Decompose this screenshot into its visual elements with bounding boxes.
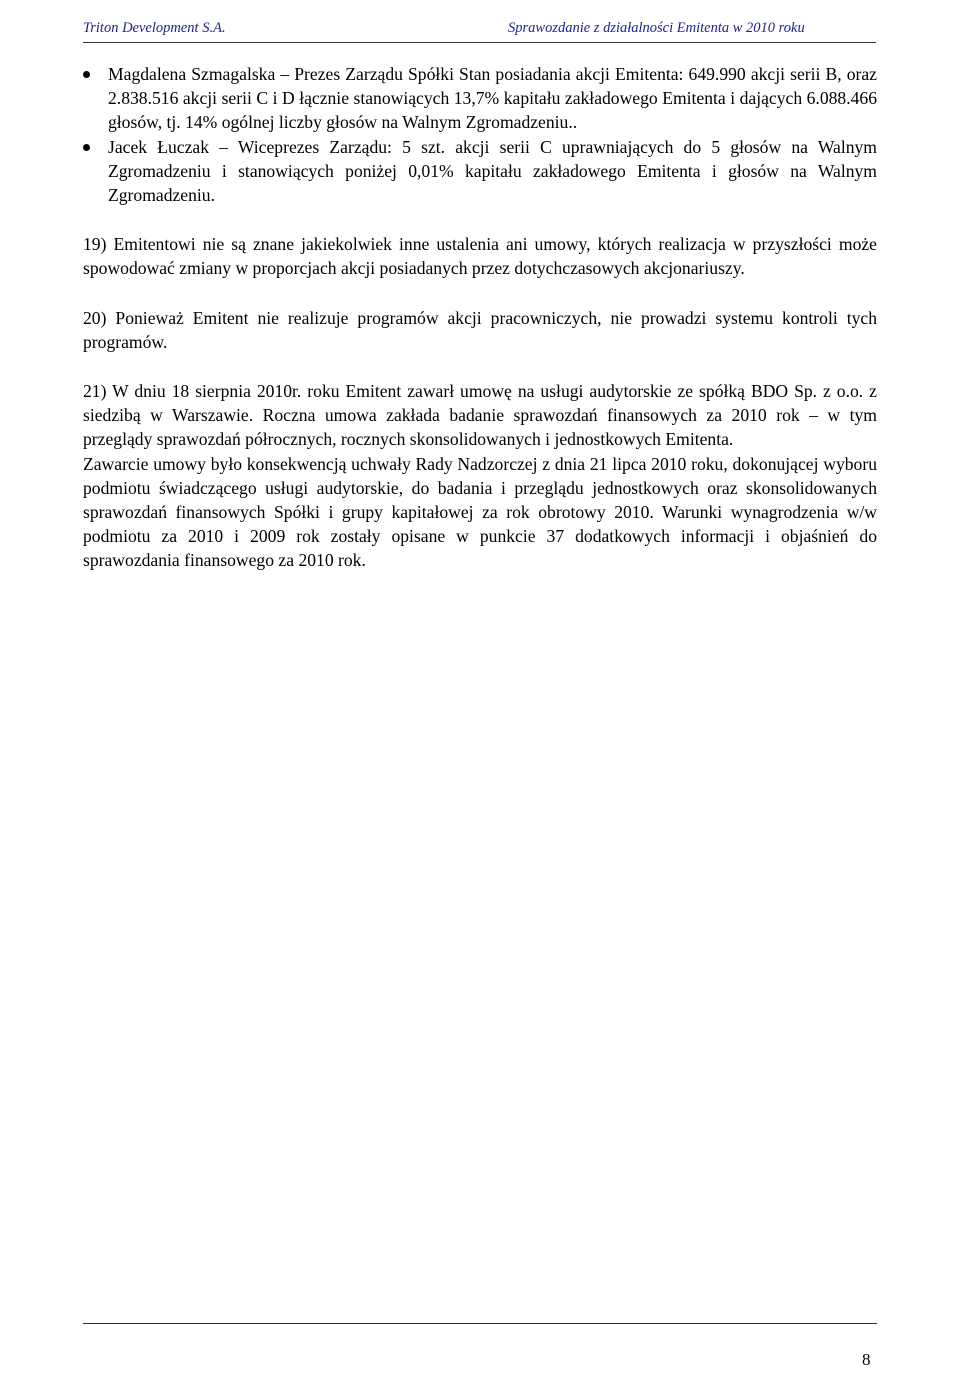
paragraph-19 (83, 232, 877, 280)
list-item (83, 62, 877, 135)
report-title: Sprawozdanie z działalności Emitenta w 2010 roku (508, 20, 805, 36)
footer-divider (83, 1323, 877, 1324)
shareholder-list (83, 62, 877, 207)
paragraph-21-continuation: Zawarcie umowy było konsekwencją uchwały Rady Nadzorczej z dnia 21 lipca 2010 roku, dokonującej wyboru podmiotu świadczącego usługi audytorskie, do badania i przeglądu jednostkowych oraz skonsolidowanych sprawozdań finansowych Spółki i grupy kapitałowej za rok obrotowy 2010. Warunki wynagrodzenia w/w podmiotu za 2010 i 2009 rok zostały opisane w punkcie 37 dodatkowych informacji i objaśnień do sprawozdania finansowego za 2010 rok. (83, 453, 877, 571)
paragraph-text: Emitentowi nie są znane jakiekolwiek inne ustalenia ani umowy, których realizacja w przyszłości może spowodować zmiany w proporcjach akcji posiadanych przez dotychczasowych akcjonariuszy. (83, 234, 877, 279)
paragraph-21 (83, 379, 877, 452)
paragraph-20 (83, 306, 877, 354)
document-body (83, 62, 877, 573)
paragraph-text: W dniu 18 sierpnia 2010r. roku Emitent zawarł umowę na usługi audytorskie ze spółką BDO Sp. z o.o. z siedzibą w Warszawie. Roczna umowa zakłada badanie sprawozdań finansowych za 2010 rok – w tym przeglądy sprawozdań półrocznych, rocznych skonsolidowanych i jednostkowych Emitenta. (83, 381, 877, 450)
bullet-icon (83, 144, 90, 151)
bullet-icon (83, 71, 90, 78)
item-number: 20) (83, 307, 107, 328)
page-header (83, 18, 876, 43)
item-number: 19) (83, 234, 107, 255)
list-item-text: Jacek Łuczak – Wiceprezes Zarządu: 5 szt. akcji serii C uprawniających do 5 głosów na Walnym Zgromadzeniu i stanowiących poniżej 0,01% kapitału zakładowego Emitenta i głosów na Walnym Zgromadzeniu. (108, 136, 877, 206)
list-item-text: Magdalena Szmagalska – Prezes Zarządu Spółki Stan posiadania akcji Emitenta: 649.990 akcji serii B, oraz 2.838.516 akcji serii C i D łącznie stanowiących 13,7% kapitału zakładowego Emitenta i dających 6.088.466 głosów, tj. 14% ogólnej liczby głosów na Walnym Zgromadzeniu.. (108, 64, 877, 133)
company-name: Triton Development S.A. (83, 20, 226, 36)
item-number: 21) (83, 381, 107, 402)
paragraph-text: Ponieważ Emitent nie realizuje programów akcji pracowniczych, nie prowadzi systemu kontroli tych programów. (83, 307, 877, 352)
page-number: 8 (862, 1350, 871, 1369)
list-item (83, 135, 877, 208)
